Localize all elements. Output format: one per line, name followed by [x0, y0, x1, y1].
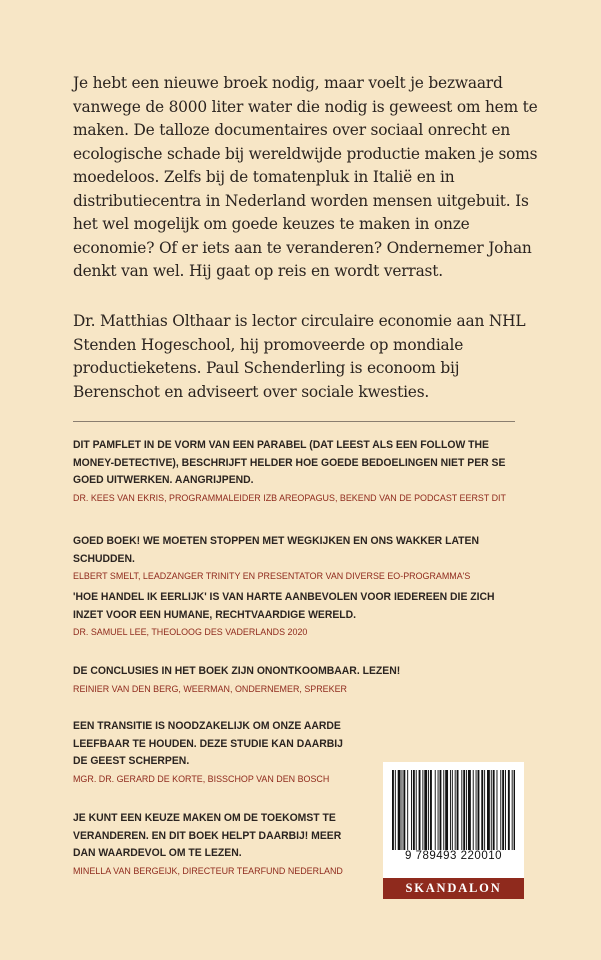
barcode-bar — [438, 770, 439, 850]
quote-author: ELBERT SMELT, LEADZANGER TRINITY EN PRESENTATOR VAN DIVERSE EO-PROGRAMMA'S — [73, 571, 471, 582]
barcode-bar — [512, 770, 513, 850]
back-cover-blurb: Je hebt een nieuwe broek nodig, maar voelt je bezwaard vanwege de 8000 liter water die nodig is geweest om hem te maken. De talloze documentaires over sociaal onrecht en ecologische schade bij wereldwijde productie maken je soms moedeloos. Zelfs bij de tomatenpluk in Italië en in distributiecentra in Nederland worden mensen uitgebuit. Is het wel mogelijk om goede keuzes te maken in onze economie? Of er iets aan te veranderen? Ondernemer Johan denkt van wel. Hij gaat op reis en wordt verrast. — [73, 74, 538, 280]
barcode-bar — [457, 770, 459, 850]
isbn-barcode — [383, 762, 524, 878]
barcode-bar — [478, 770, 480, 850]
barcode-bar — [392, 770, 394, 850]
endorsement-quote — [73, 437, 518, 506]
quote-text: GOED BOEK! WE MOETEN STOPPEN MET WEGKIJKEN EN ONS WAKKER LATEN SCHUDDEN. — [73, 535, 479, 565]
barcode-bar — [502, 770, 504, 850]
quote-author: REINIER VAN DEN BERG, WEERMAN, ONDERNEMER, SPREKER — [73, 683, 347, 695]
barcode-bars — [392, 770, 515, 850]
barcode-bar — [395, 770, 396, 850]
barcode-bar — [416, 770, 417, 850]
author-bio: Dr. Matthias Olthaar is lector circulaire economie aan NHL Stenden Hogeschool, hij promoveerde op mondiale productieketens. Paul Schenderling is econoom bij Berenschot en adviseert over sociale kwesties. — [73, 312, 526, 401]
barcode-bar — [403, 770, 405, 850]
barcode-bar — [514, 770, 515, 850]
quote-author: MGR. DR. GERARD DE KORTE, BISSCHOP VAN DEN BOSCH — [73, 773, 330, 785]
barcode-bar — [481, 770, 483, 850]
barcode-bar — [422, 770, 423, 850]
quote-text: DE CONCLUSIES IN HET BOEK ZIJN ONONTKOOMBAAR. LEZEN! — [73, 665, 401, 677]
quote-text: 'HOE HANDEL IK EERLIJK' IS VAN HARTE AANBEVOLEN VOOR IEDEREEN DIE ZICH INZET VOOR EEN HUMANE, RECHTVAARDIGE WERELD. — [73, 591, 495, 621]
barcode-bar — [466, 770, 467, 850]
barcode-bar — [450, 770, 451, 850]
barcode-bar — [452, 770, 453, 850]
quote-author: DR. SAMUEL LEE, THEOLOOG DES VADERLANDS 2020 — [73, 627, 308, 638]
barcode-bar — [505, 770, 506, 850]
barcode-bar — [440, 770, 442, 850]
barcode-bar — [398, 770, 401, 850]
barcode-bar — [508, 770, 510, 850]
barcode-bar — [402, 770, 403, 850]
quote-text: JE KUNT EEN KEUZE MAKEN OM DE TOEKOMST TE VERANDEREN. EN DIT BOEK HELPT DAARBIJ! MEER DAN WAARDEVOL OM TE LEZEN. — [73, 812, 342, 859]
barcode-bar — [476, 770, 477, 850]
barcode-bar — [443, 770, 444, 850]
barcode-bar — [413, 770, 415, 850]
barcode-bar — [445, 770, 448, 850]
barcode-bar — [411, 770, 412, 850]
barcode-bar — [461, 770, 462, 850]
barcode-bar — [493, 770, 495, 850]
barcode-bar — [463, 770, 465, 850]
endorsement-quote — [73, 663, 518, 697]
barcode-bar — [497, 770, 498, 850]
quote-author: DR. KEES VAN EKRIS, PROGRAMMALEIDER IZB AREOPAGUS, BEKEND VAN DE PODCAST EERST DIT — [73, 492, 506, 504]
barcode-bar — [491, 770, 492, 850]
barcode-bar — [455, 770, 456, 850]
barcode-bar — [500, 770, 501, 850]
barcode-bar — [430, 770, 432, 850]
endorsement-quote — [73, 589, 518, 640]
endorsement-quote — [73, 533, 518, 584]
barcode-bar — [424, 770, 427, 850]
quote-text: DIT PAMFLET IN DE VORM VAN EEN PARABEL (DAT LEEST ALS EEN FOLLOW THE MONEY-DETECTIVE), BESCHRIJFT HELDER HOE GOEDE BEDOELINGEN NIET PER SE GOED UITWERKEN. AANGRIJPEND. — [73, 439, 506, 486]
barcode-bar — [419, 770, 421, 850]
quote-author: MINELLA VAN BERGEIJK, DIRECTEUR TEARFUND NEDERLAND — [73, 865, 343, 877]
barcode-bar — [487, 770, 490, 850]
barcode-bar — [484, 770, 485, 850]
barcode-bar — [468, 770, 471, 850]
isbn-number: 9 789493 220010 — [404, 850, 503, 862]
barcode-bar — [407, 770, 408, 850]
barcode-bar — [435, 770, 436, 850]
barcode-bar — [473, 770, 474, 850]
quote-text: EEN TRANSITIE IS NOODZAKELIJK OM ONZE AARDE LEEFBAAR TE HOUDEN. DEZE STUDIE KAN DAARBIJ DE GEEST SCHERPEN. — [73, 720, 343, 767]
publisher-logo: SKANDALON — [383, 878, 524, 899]
divider — [73, 421, 515, 422]
barcode-bar — [428, 770, 429, 850]
